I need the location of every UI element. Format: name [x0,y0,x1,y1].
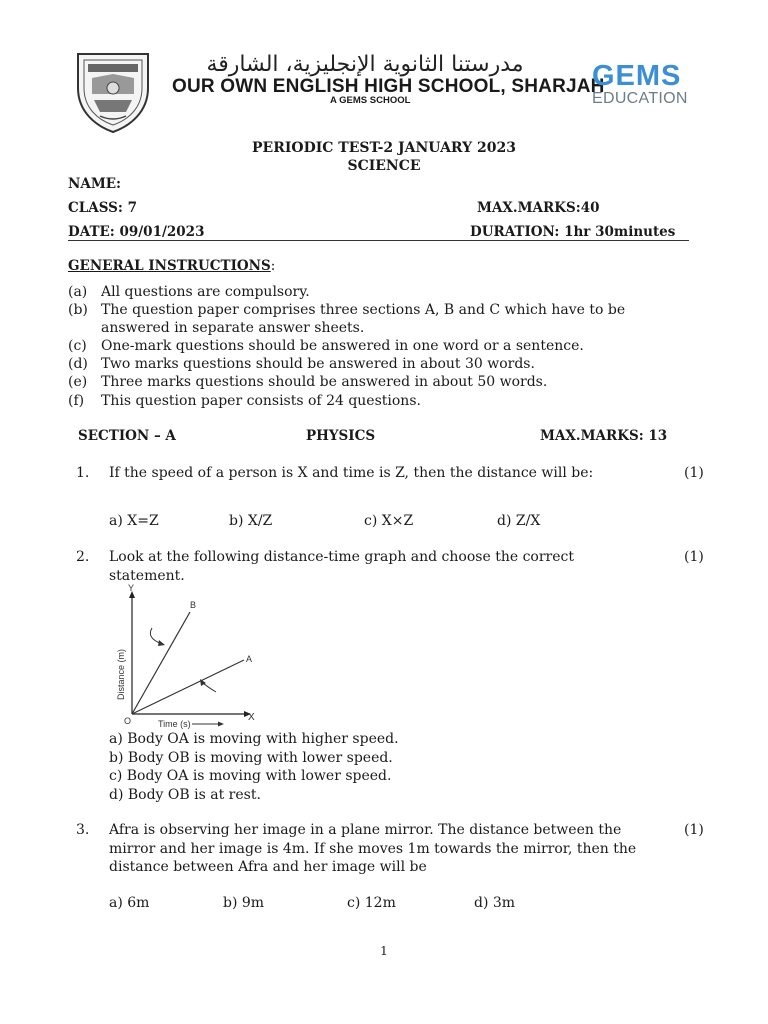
answer-option: c) X×Z [364,513,414,529]
duration-label: DURATION: 1hr 30minutes [470,224,676,240]
answer-option: c) Body OA is moving with lower speed. [109,768,392,784]
answer-option: a) 6m [109,895,150,911]
question-marks: (1) [684,465,704,481]
header-divider [68,240,689,241]
section-name: SECTION – A [78,428,176,444]
instruction-text: All questions are compulsory. [101,284,310,300]
instruction-text: Three marks questions should be answered in about 50 words. [101,374,548,390]
graph-line-oa [132,660,244,714]
instruction-letter: (e) [68,374,88,390]
instruction-text: The question paper comprises three sections A, B and C which have to be [101,302,626,318]
instructions-heading-text: GENERAL INSTRUCTIONS [68,258,271,274]
graph-line-ob [132,612,190,714]
page-number: 1 [380,944,388,958]
instruction-letter: (f) [68,393,85,409]
answer-option: d) Z/X [497,513,541,529]
gems-logo-word: GEMS [592,60,682,90]
school-name-arabic: مدرستنا الثانوية الإنجليزية، الشارقة [206,52,524,77]
exam-title: PERIODIC TEST-2 JANUARY 2023 [252,140,516,156]
answer-option: a) Body OA is moving with higher speed. [109,731,399,747]
max-marks-label: MAX.MARKS:40 [477,200,600,216]
answer-option: b) 9m [223,895,265,911]
question-number: 3. [76,822,90,838]
question-marks: (1) [684,822,704,838]
instruction-text: This question paper consists of 24 questions. [101,393,421,409]
graph-origin-label: O [124,716,132,726]
instruction-letter: (b) [68,302,88,318]
exam-subject: SCIENCE [347,158,421,174]
question-text: statement. [109,568,185,584]
question-number: 1. [76,465,90,481]
graph-line-b-label: B [190,600,197,610]
name-field-label: NAME: [68,176,122,192]
distance-time-graph [110,582,270,732]
answer-option: a) X=Z [109,513,159,529]
date-label: DATE: 09/01/2023 [68,224,205,240]
instruction-letter: (a) [68,284,88,300]
instruction-text: Two marks questions should be answered in about 30 words. [101,356,535,372]
graph-x-label: Time (s) [158,719,191,729]
answer-option: b) Body OB is moving with lower speed. [109,750,393,766]
gems-logo-subtitle: EDUCATION [592,90,688,107]
answer-option: c) 12m [347,895,396,911]
school-crest-logo [70,48,156,134]
question-text: If the speed of a person is X and time is Z, then the distance will be: [109,465,594,481]
graph-x-axis-letter: X [248,712,255,723]
question-marks: (1) [684,549,704,565]
section-max-marks: MAX.MARKS: 13 [540,428,668,444]
answer-option: d) Body OB is at rest. [109,787,261,803]
question-text: mirror and her image is 4m. If she moves 1m towards the mirror, then the [109,841,637,857]
graph-y-label: Distance (m) [116,648,126,700]
instruction-letter: (d) [68,356,88,372]
question-number: 2. [76,549,90,565]
graph-y-axis-letter: Y [128,583,135,593]
school-subtitle: A GEMS SCHOOL [330,95,411,106]
answer-option: d) 3m [474,895,516,911]
instruction-text: One-mark questions should be answered in one word or a sentence. [101,338,584,354]
class-label: CLASS: 7 [68,200,137,216]
section-subject: PHYSICS [306,428,376,444]
instruction-letter: (c) [68,338,87,354]
question-text: Look at the following distance-time graph and choose the correct [109,549,574,565]
question-text: distance between Afra and her image will be [109,859,427,875]
instruction-text: answered in separate answer sheets. [101,320,365,336]
graph-line-a-label: A [246,654,253,664]
question-text: Afra is observing her image in a plane mirror. The distance between the [109,822,622,838]
instructions-heading-colon: : [270,258,276,274]
answer-option: b) X/Z [229,513,273,529]
instructions-heading [68,258,275,274]
school-name: OUR OWN ENGLISH HIGH SCHOOL, SHARJAH [172,76,605,97]
